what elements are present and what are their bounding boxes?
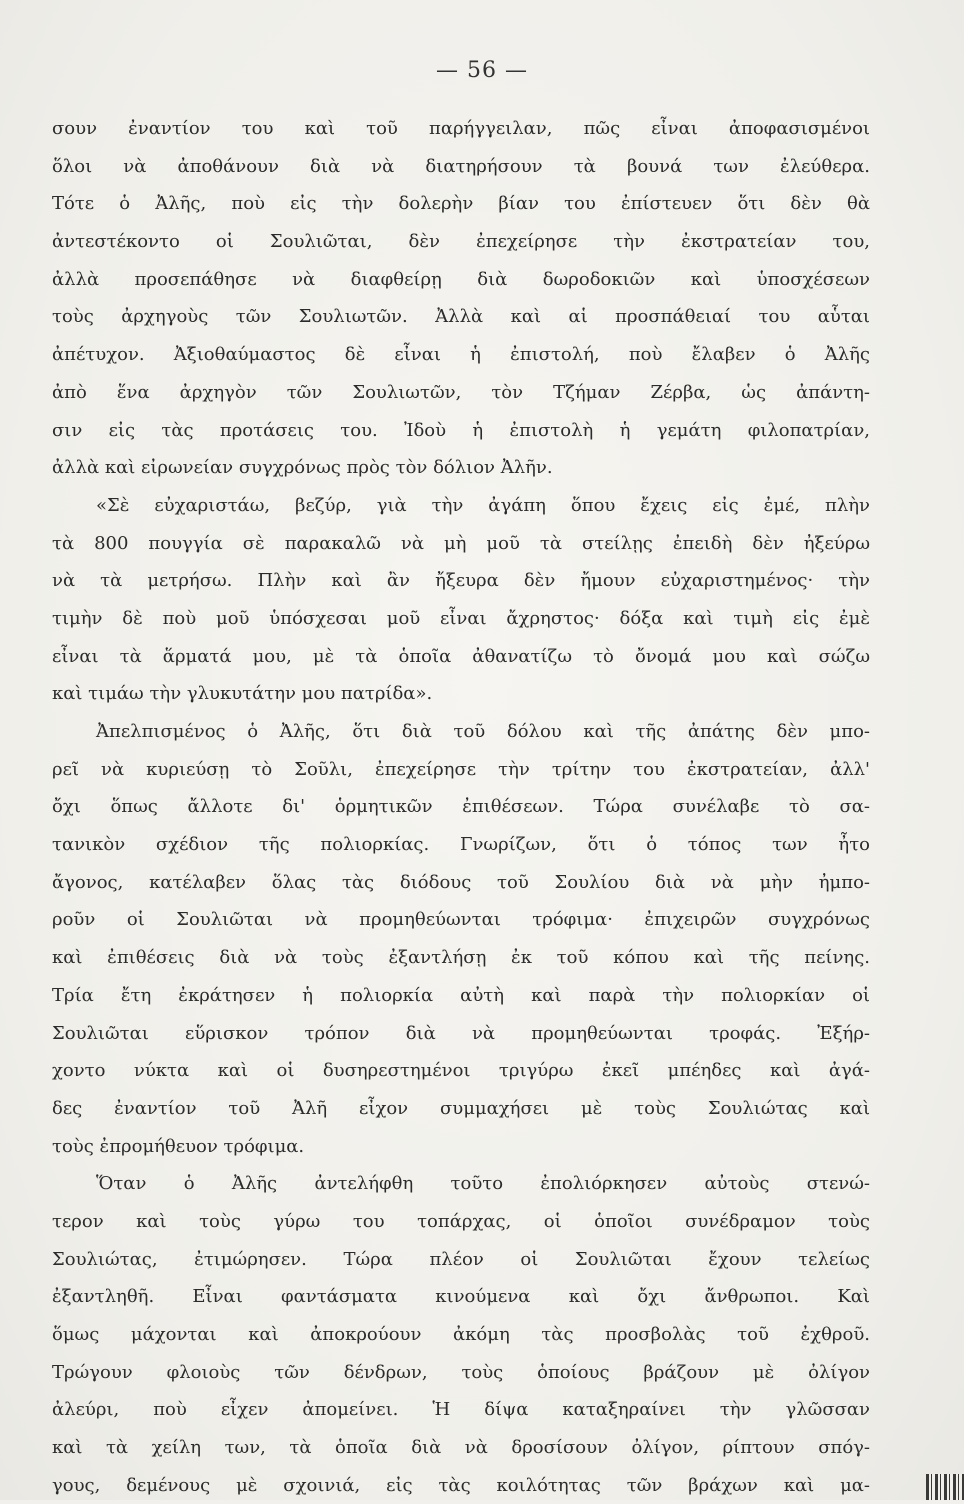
text-line: ροῦν οἱ Σουλιῶται νὰ προμηθεύωνται τρόφιμα· ἐπιχειρῶν συγχρόνως: [52, 909, 870, 931]
quote-line: εἶναι τὰ ἅρματά μου, μὲ τὰ ὁποῖα ἀθανατίζω τὸ ὄνομά μου καὶ σώζω: [52, 645, 870, 667]
scan-corner-mark: [926, 1474, 964, 1500]
quote-line: τιμὴν δὲ ποὺ μοῦ ὑπόσχεσαι μοῦ εἶναι ἄχρηστος· δόξα καὶ τιμὴ εἰς ἐμὲ: [52, 607, 870, 629]
text-line: καὶ τὰ χείλη των, τὰ ὁποῖα διὰ νὰ δροσίσουν ὀλίγον, ρίπτουν σπόγ-: [52, 1437, 870, 1459]
text-line: τοὺς ἐπρομήθευον τρόφιμα.: [52, 1135, 305, 1157]
text-line: δες ἐναντίον τοῦ Ἀλῆ εἶχον συμμαχήσει μὲ τοὺς Σουλιώτας καὶ: [52, 1097, 870, 1119]
text-line: Ὅταν ὁ Ἀλῆς ἀντελήφθη τοῦτο ἐπολιόρκησεν αὐτοὺς στενώ-: [96, 1173, 870, 1195]
text-line: Ἀπελπισμένος ὁ Ἀλῆς, ὅτι διὰ τοῦ δόλου καὶ τῆς ἀπάτης δὲν μπο-: [96, 721, 870, 742]
text-line: ρεῖ νὰ κυριεύσῃ τὸ Σοῦλι, ἐπεχείρησε τὴν τρίτην του ἐκστρατείαν, ἀλλ': [52, 758, 870, 780]
text-line: Τρώγουν φλοιοὺς τῶν δένδρων, τοὺς ὁποίους βράζουν μὲ ὀλίγον: [52, 1361, 870, 1383]
text-line: ἀλεύρι, ποὺ εἶχεν ἀπομείνει. Ἡ δίψα καταξηραίνει τὴν γλῶσσαν: [52, 1399, 870, 1421]
text-line: ἀλλὰ προσεπάθησε νὰ διαφθείρῃ διὰ δωροδοκιῶν καὶ ὑποσχέσεων: [52, 268, 870, 290]
text-line: σιν εἰς τὰς προτάσεις του. Ἰδοὺ ἡ ἐπιστολὴ ἡ γεμάτη φιλοπατρίαν,: [52, 419, 870, 441]
text-line: Σουλιώτας, ἐτιμώρησεν. Τώρα πλέον οἱ Σουλιῶται ἔχουν τελείως: [52, 1248, 870, 1270]
page-number: — 56 —: [436, 58, 528, 83]
text-line: τανικὸν σχέδιον τῆς πολιορκίας. Γνωρίζων, ὅτι ὁ τόπος των ἦτο: [52, 834, 870, 856]
text-line: Τρία ἔτη ἐκράτησεν ἡ πολιορκία αὐτὴ καὶ παρὰ τὴν πολιορκίαν οἱ: [52, 984, 870, 1006]
quote-line: τὰ 800 πουγγία σὲ παρακαλῶ νὰ μὴ μοῦ τὰ στείλῃς ἐπειδὴ δὲν ἠξεύρω: [52, 532, 870, 554]
text-line: ἀντεστέκοντο οἱ Σουλιῶται, δὲν ἐπεχείρησε τὴν ἐκστρατείαν του,: [52, 231, 870, 253]
text-line: τερον καὶ τοὺς γύρω του τοπάρχας, οἱ ὁποῖοι συνέδραμον τοὺς: [52, 1210, 870, 1232]
text-line: Τότε ὁ Ἀλῆς, ποὺ εἰς τὴν δολερὴν βίαν του ἐπίστευεν ὅτι δὲν θὰ: [52, 193, 870, 215]
text-line: ἀλλὰ καὶ εἰρωνείαν συγχρόνως πρὸς τὸν δόλιον Ἀλῆν.: [52, 457, 553, 479]
text-line: ἀπὸ ἕνα ἀρχηγὸν τῶν Σουλιωτῶν, τὸν Τζήμαν Ζέρβα, ὡς ἀπάντη-: [52, 381, 870, 403]
text-line: ὅμως μάχονται καὶ ἀποκρούουν ἀκόμη τὰς προσβολὰς τοῦ ἐχθροῦ.: [52, 1324, 870, 1345]
text-line: ἐξαντληθῆ. Εἶναι φαντάσματα κινούμενα καὶ ὄχι ἄνθρωποι. Καὶ: [52, 1286, 870, 1308]
text-line: ἀπέτυχον. Ἀξιοθαύμαστος δὲ εἶναι ἡ ἐπιστολή, ποὺ ἔλαβεν ὁ Ἀλῆς: [52, 344, 870, 366]
quote-line: νὰ τὰ μετρήσω. Πλὴν καὶ ἂν ἤξευρα δὲν ἤμουν εὐχαριστημένος· τὴν: [52, 570, 870, 592]
text-line: ὅλοι νὰ ἀποθάνουν διὰ νὰ διατηρήσουν τὰ βουνά των ἐλεύθερα.: [52, 155, 870, 177]
text-line: σουν ἐναντίον του καὶ τοῦ παρήγγειλαν, πῶς εἶναι ἀποφασισμένοι: [52, 118, 870, 139]
text-line: γους, δεμένους μὲ σχοινιά, εἰς τὰς κοιλότητας τῶν βράχων καὶ μα-: [52, 1474, 870, 1496]
text-line: τοὺς ἀρχηγοὺς τῶν Σουλιωτῶν. Ἀλλὰ καὶ αἱ προσπάθειαί του αὗται: [52, 306, 870, 328]
text-line: καὶ ἐπιθέσεις διὰ νὰ τοὺς ἐξαντλήσῃ ἐκ τοῦ κόπου καὶ τῆς πείνης.: [52, 947, 870, 969]
body-text: [52, 110, 870, 1504]
text-line: ὄχι ὅπως ἄλλοτε δι' ὁρμητικῶν ἐπιθέσεων. Τώρα συνέλαβε τὸ σα-: [52, 796, 870, 818]
text-line: ἄγονος, κατέλαβεν ὅλας τὰς διόδους τοῦ Σουλίου διὰ νὰ μὴν ἠμπο-: [52, 871, 870, 893]
quote-line: «Σὲ εὐχαριστάω, βεζύρ, γιὰ τὴν ἀγάπη ὅπου ἔχεις εἰς ἐμέ, πλὴν: [96, 494, 870, 516]
quote-line: καὶ τιμάω τὴν γλυκυτάτην μου πατρίδα».: [52, 683, 433, 705]
text-line: χοντο νύκτα καὶ οἱ δυσηρεστημένοι τριγύρω ἐκεῖ μπέηδες καὶ ἀγά-: [52, 1060, 870, 1082]
text-line: Σουλιῶται εὕρισκον τρόπον διὰ νὰ προμηθεύωνται τροφάς. Ἐξήρ-: [52, 1022, 870, 1044]
